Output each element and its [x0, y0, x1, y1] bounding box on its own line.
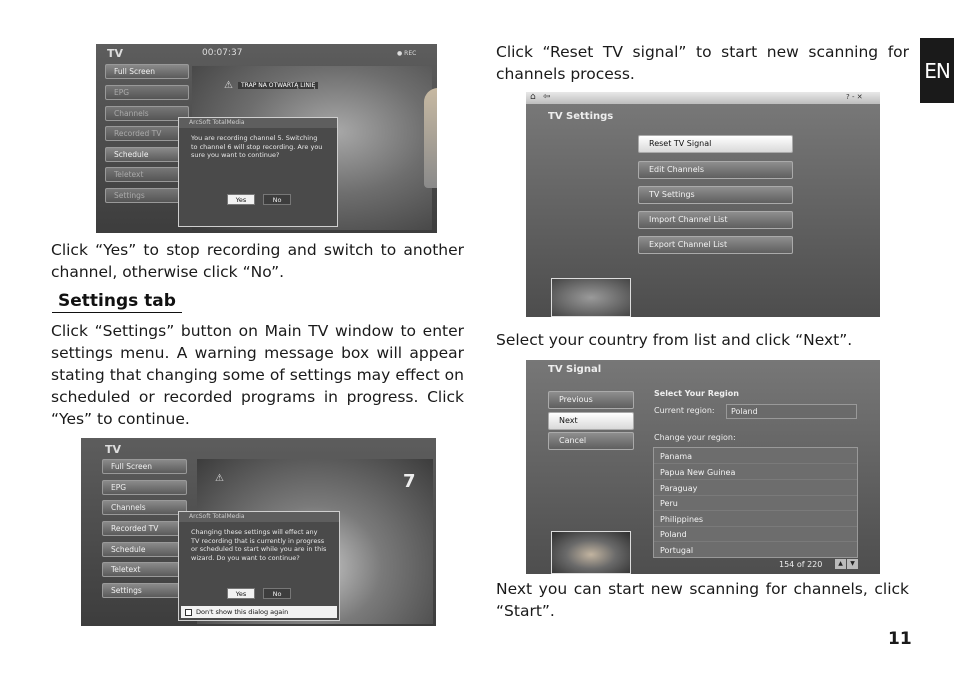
menu-full-screen[interactable]: Full Screen	[105, 64, 189, 79]
menu-recorded-tv[interactable]: Recorded TV	[102, 521, 187, 536]
list-item[interactable]: Panama	[654, 449, 857, 464]
screenshot-tv-settings	[526, 92, 880, 317]
menu-teletext[interactable]: Teletext	[102, 562, 187, 577]
yes-button[interactable]: Yes	[227, 194, 255, 205]
menu-epg[interactable]: EPG	[102, 480, 187, 495]
news-banner: TRAP NA OTWARTĄ LINIĘ	[238, 82, 318, 89]
next-button[interactable]: Next	[548, 412, 634, 430]
menu-epg[interactable]: EPG	[105, 85, 189, 100]
screenshot-recording-warning	[96, 44, 437, 233]
screenshot-settings-warning	[81, 438, 436, 626]
tv-title: TV	[105, 443, 122, 456]
window-controls-icon[interactable]: ? - ✕	[846, 93, 863, 101]
home-icon[interactable]: ⌂	[530, 92, 536, 102]
menu-settings[interactable]: Settings	[105, 188, 189, 203]
list-item[interactable]: Peru	[654, 496, 857, 511]
change-region-label: Change your region:	[654, 433, 736, 442]
menu-teletext[interactable]: Teletext	[105, 167, 189, 182]
recording-time: 00:07:37	[202, 48, 243, 58]
preview-thumbnail	[551, 278, 631, 317]
tv-signal-title: TV Signal	[548, 364, 602, 375]
list-item[interactable]: Poland	[654, 527, 857, 542]
current-region-value: Poland	[731, 407, 758, 416]
preview-thumbnail	[551, 531, 631, 574]
reset-tv-signal-button[interactable]: Reset TV Signal	[638, 135, 793, 153]
tv-settings-title: TV Settings	[548, 111, 614, 122]
list-item[interactable]: Paraguay	[654, 481, 857, 496]
menu-channels[interactable]: Channels	[102, 500, 187, 515]
scroll-down-icon[interactable]: ▼	[847, 559, 858, 569]
region-counter: 154 of 220	[779, 560, 823, 569]
warning-icon: ⚠	[215, 473, 224, 484]
cancel-button[interactable]: Cancel	[548, 432, 634, 450]
paragraph-yes-no: Click “Yes” to stop recording and switch to another channel, otherwise click “No”.	[51, 241, 464, 281]
no-button[interactable]: No	[263, 194, 291, 205]
dialog-title: ArcSoft TotalMedia	[179, 512, 339, 522]
import-channel-list-button[interactable]: Import Channel List	[638, 211, 793, 229]
scroll-up-icon[interactable]: ▲	[835, 559, 846, 569]
no-button[interactable]: No	[263, 588, 291, 599]
menu-full-screen[interactable]: Full Screen	[102, 459, 187, 474]
list-item[interactable]: Portugal	[660, 546, 694, 555]
list-item[interactable]: Papua New Guinea	[654, 465, 857, 480]
current-region-field	[726, 404, 857, 419]
tv-title: TV	[107, 47, 124, 60]
recording-warning-dialog	[178, 117, 338, 227]
paragraph-start-scanning: Next you can start new scanning for channels, click “Start”.	[496, 580, 909, 620]
page-number: 11	[888, 629, 912, 649]
paragraph-settings: Click “Settings” button on Main TV window to enter settings menu. A warning message box will appear stating that changing some of settings may effect on scheduled or recorded programs in progress. Click “Yes” to continue.	[51, 322, 464, 428]
paragraph-select-country: Select your country from list and click “Next”.	[496, 331, 853, 349]
menu-schedule[interactable]: Schedule	[102, 542, 187, 557]
paragraph-reset-signal: Click “Reset TV signal” to start new scanning for channels process.	[496, 43, 909, 83]
menu-schedule[interactable]: Schedule	[105, 147, 189, 162]
select-region-heading: Select Your Region	[654, 389, 739, 398]
screenshot-tv-signal	[526, 360, 880, 574]
region-list[interactable]	[653, 447, 858, 558]
channel-logo: 7	[403, 471, 416, 492]
settings-tab-heading: Settings tab	[52, 291, 182, 313]
yes-button[interactable]: Yes	[227, 588, 255, 599]
dialog-message: You are recording channel 5. Switching to channel 6 will stop recording. Are you sure you want to continue?	[191, 134, 323, 159]
dont-show-again-label: Don't show this dialog again	[196, 607, 289, 616]
list-item[interactable]: Philippines	[654, 512, 857, 527]
tv-settings-button[interactable]: TV Settings	[638, 186, 793, 204]
menu-recorded-tv[interactable]: Recorded TV	[105, 126, 189, 141]
rec-indicator: ● REC	[397, 50, 417, 57]
language-tab: EN	[920, 38, 954, 103]
export-channel-list-button[interactable]: Export Channel List	[638, 236, 793, 254]
previous-button[interactable]: Previous	[548, 391, 634, 409]
dialog-message: Changing these settings will effect any TV recording that is currently in progress or scheduled to start while you are in this wizard. Do you want to continue?	[191, 528, 327, 562]
menu-channels[interactable]: Channels	[105, 106, 189, 121]
current-region-label: Current region:	[654, 406, 715, 415]
menu-settings[interactable]: Settings	[102, 583, 187, 598]
warning-icon: ⚠	[224, 80, 233, 91]
dialog-title: ArcSoft TotalMedia	[179, 118, 337, 128]
back-icon[interactable]: ⇦	[543, 92, 551, 102]
presenter-figure	[424, 88, 437, 188]
dont-show-again-checkbox[interactable]	[185, 609, 192, 616]
dont-show-again-row[interactable]	[181, 606, 337, 618]
top-bar	[526, 92, 880, 104]
settings-warning-dialog	[178, 511, 340, 621]
edit-channels-button[interactable]: Edit Channels	[638, 161, 793, 179]
